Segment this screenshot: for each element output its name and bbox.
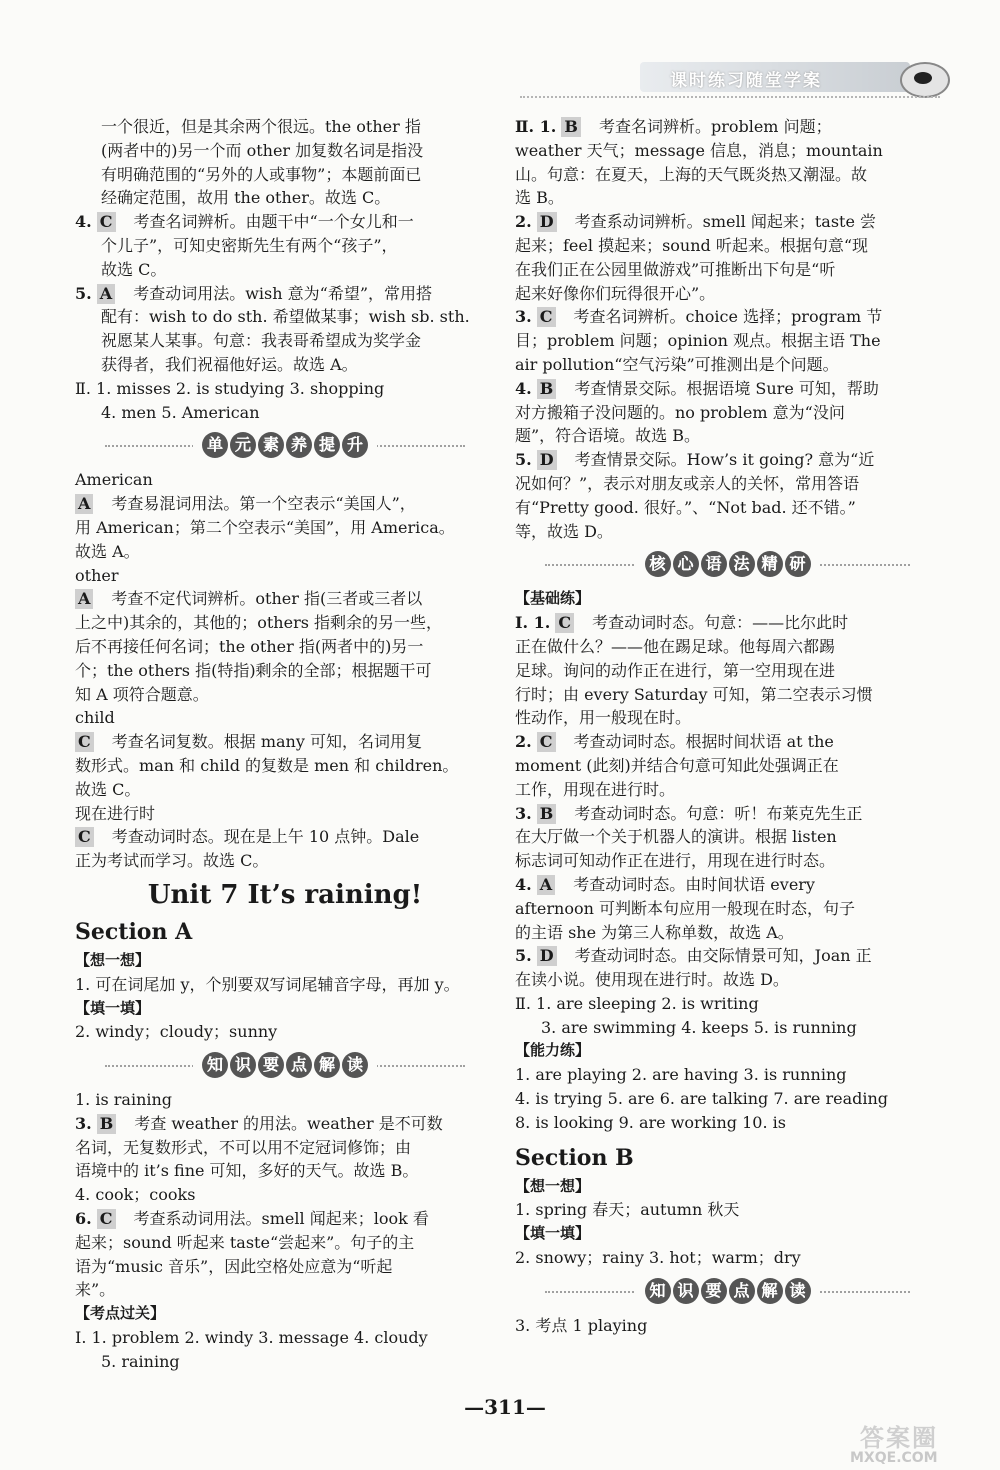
banner-char: 素 — [258, 432, 284, 458]
banner-char: 知 — [202, 1052, 228, 1078]
answer-choice-badge: A — [75, 589, 93, 609]
answer-line: 2. snowy；rainy 3. hot；warm；dry — [515, 1248, 801, 1268]
answer-choice-badge: B — [561, 117, 581, 137]
banner-char: 精 — [757, 551, 783, 577]
answer-item — [75, 210, 495, 234]
answer-line: 考查动词时态。根据时间状语 at the — [573, 732, 834, 752]
answer-line: 获得者，我们祝福他好运。故选 A。 — [101, 354, 358, 374]
answer-line: 考查动词用法。wish 意为“希望”，常用搭 — [133, 283, 432, 303]
watermark-url: MXQE.COM — [850, 1450, 938, 1466]
answer-line: 目；problem 问题；opinion 观点。根据主语 The — [515, 331, 881, 351]
answer-item — [515, 448, 940, 472]
answer-item — [515, 944, 940, 968]
answer-line: 用 American；第二个空表示“美国”，用 America。 — [75, 517, 455, 537]
left-column — [75, 115, 495, 1374]
answer-item — [75, 1207, 495, 1231]
answer-line: 工作，用现在进行时。 — [515, 779, 676, 799]
question-number: Ⅱ. 1. — [515, 117, 557, 136]
answer-item — [515, 210, 940, 234]
answer-line: 考查系动词用法。smell 闻起来；look 看 — [133, 1209, 429, 1229]
question-number: 2. — [515, 212, 532, 232]
answer-line: afternoon 可判断本句应用一般现在时态，句子 — [515, 898, 855, 918]
answer-line: 等，故选 D。 — [515, 521, 613, 541]
answer-line: weather 天气；message 信息，消息；mountain — [515, 140, 883, 160]
answer-line: Ⅱ. 1. misses 2. is studying 3. shopping — [75, 378, 385, 398]
answer-line: 8. is looking 9. are working 10. is — [515, 1112, 786, 1132]
answer-choice-badge: C — [75, 732, 94, 752]
section-banner-knowledge — [75, 1048, 495, 1082]
subsection-label: 【填一填】 — [75, 998, 151, 1017]
question-number: Ⅰ. 1. — [515, 613, 551, 633]
answer-line: Ⅰ. 1. problem 2. windy 3. message 4. cloudy — [75, 1328, 428, 1348]
banner-char: 要 — [258, 1052, 284, 1078]
answer-choice-badge: A — [97, 284, 115, 304]
answer-line: 名词，无复数形式，不可以用不定冠词修饰；由 — [75, 1137, 412, 1157]
banner-char: 知 — [645, 1278, 671, 1304]
answer-line: 正在做什么？——他在踢足球。他每周六都踢 — [515, 636, 836, 656]
answer-line: 考查动词时态。由交际情景可知，Joan 正 — [574, 946, 872, 966]
answer-line: moment (此刻)并结合句意可知此处强调正在 — [515, 755, 839, 775]
answer-item — [75, 282, 495, 306]
answer-line: (两者中的)另一个而 other 加复数名词是指没 — [101, 140, 424, 160]
answer-line: 正为考试而学习。故选 C。 — [75, 851, 269, 871]
answer-item — [75, 825, 495, 849]
answer-line: 考查动词时态。由时间状语 every — [573, 874, 815, 894]
section-banner-unit-literacy — [75, 428, 495, 462]
answer-line: 一个很近，但是其余两个很远。the other 指 — [101, 117, 421, 136]
banner-char: 养 — [286, 432, 312, 458]
answer-line: 1. is raining — [75, 1090, 173, 1110]
answer-line: 1. spring 春天；autumn 秋天 — [515, 1200, 740, 1220]
section-banner-core-grammar — [515, 547, 940, 581]
banner-char: 要 — [701, 1278, 727, 1304]
answer-line: 1. 可在词尾加 y，个别要双写词尾辅音字母，再加 y。 — [75, 974, 460, 994]
banner-char: 升 — [342, 432, 368, 458]
section-title: Section A — [75, 918, 193, 945]
header-divider — [520, 96, 940, 98]
answer-line: 起来好像你们玩得很开心”。 — [515, 283, 716, 303]
banner-char: 法 — [729, 551, 755, 577]
question-number: 2. — [515, 732, 532, 752]
banner-char: 点 — [286, 1052, 312, 1078]
answer-line: 有“Pretty good. 很好。”、“Not bad. 还不错。” — [515, 497, 856, 517]
subsection-label: 【想一想】 — [75, 950, 151, 969]
answer-choice-badge: C — [537, 732, 556, 752]
watermark-logo — [830, 1420, 995, 1468]
answer-line: 足球。询问的动作正在进行，第一空用现在进 — [515, 660, 836, 680]
answer-line: 性动作，用一般现在时。 — [515, 708, 692, 728]
answer-choice-badge: D — [537, 946, 557, 966]
answer-line: Ⅱ. 1. are sleeping 2. is writing — [515, 993, 759, 1013]
question-number: 3. — [75, 1113, 92, 1133]
subsection-label: 【能力练】 — [515, 1041, 591, 1060]
answer-line: 考查动词时态。现在是上午 10 点钟。Dale — [111, 827, 420, 847]
keyword: American — [75, 470, 153, 490]
watermark-text: 答案圈 — [860, 1424, 938, 1452]
answer-line: 考查名词辨析。problem 问题； — [598, 117, 832, 136]
answer-line: 语为“music 音乐”，因此空格处应意为“听起 — [75, 1256, 393, 1276]
banner-char: 核 — [645, 551, 671, 577]
question-number: 3. — [515, 307, 532, 327]
answer-line: 在读小说。使用现在进行时。故选 D。 — [515, 970, 789, 990]
unit-title: Unit 7 It’s raining! — [147, 879, 423, 910]
answer-line: 考查名词辨析。由题干中“一个女儿和一 — [133, 212, 414, 232]
question-number: 5. — [515, 946, 532, 966]
answer-line: 故选 C。 — [75, 779, 141, 799]
answer-line: 4. cook；cooks — [75, 1185, 196, 1205]
answer-choice-badge: B — [537, 379, 557, 399]
answer-line: air pollution“空气污染”可推测出是个问题。 — [515, 354, 839, 374]
answer-choice-badge: B — [97, 1114, 117, 1134]
answer-item — [515, 115, 940, 139]
question-number: 5. — [515, 450, 532, 470]
banner-char: 识 — [673, 1278, 699, 1304]
answer-line: 在大厅做一个关于机器人的演讲。根据 listen — [515, 827, 837, 847]
answer-line: 4. men 5. American — [101, 402, 260, 422]
answer-item — [75, 492, 495, 516]
answer-choice-badge: D — [537, 212, 557, 232]
answer-item — [75, 587, 495, 611]
answer-line: 祝愿某人某事。句意：我表哥希望成为奖学金 — [101, 331, 422, 351]
answer-choice-badge: A — [537, 875, 555, 895]
answer-choice-badge: B — [537, 804, 557, 824]
answer-line: 考查动词时态。句意：听！布莱克先生正 — [574, 803, 863, 823]
subsection-label: 【想一想】 — [515, 1176, 591, 1195]
answer-line: 考查情景交际。How’s it going? 意为“近 — [574, 450, 875, 470]
page-number: —311— — [464, 1395, 546, 1419]
answer-choice-badge: C — [555, 613, 574, 633]
banner-char: 读 — [785, 1278, 811, 1304]
answer-line: 题”，符合语境。故选 B。 — [515, 426, 701, 446]
answer-line: 在我们正在公园里做游戏”可推断出下句是“听 — [515, 259, 836, 279]
answer-line: 对方搬箱子没问题的。no problem 意为“没问 — [515, 402, 845, 422]
answer-item — [515, 802, 940, 826]
answer-line: 考查名词复数。根据 many 可知，名词用复 — [111, 732, 422, 752]
answer-choice-badge: C — [75, 827, 94, 847]
answer-line: 考查不定代词辨析。other 指(三者或三者以 — [111, 589, 423, 609]
question-number: 3. — [515, 803, 532, 823]
answer-choice-badge: A — [75, 494, 93, 514]
answer-line: 的主语 she 为第三人称单数，故选 A。 — [515, 922, 794, 942]
subsection-label: 【基础练】 — [515, 589, 591, 608]
answer-line: 山。句意：在夏天，上海的天气既炎热又潮湿。故 — [515, 164, 868, 184]
keyword: 现在进行时 — [75, 803, 156, 823]
answer-line: 语境中的 it’s fine 可知，多好的天气。故选 B。 — [75, 1161, 419, 1181]
answer-line: 来”。 — [75, 1280, 116, 1300]
right-column — [515, 115, 940, 1338]
answer-item — [75, 1112, 495, 1136]
answer-choice-badge: C — [537, 307, 556, 327]
banner-char: 识 — [230, 1052, 256, 1078]
section-banner-knowledge — [515, 1274, 940, 1308]
answer-line: 考查易混词用法。第一个空表示“美国人”， — [111, 494, 416, 514]
answer-line: 2. windy；cloudy；sunny — [75, 1022, 278, 1042]
banner-char: 解 — [314, 1052, 340, 1078]
answer-line: 起来；feel 摸起来；sound 听起来。根据句意“现 — [515, 235, 869, 255]
answer-line: 5. raining — [101, 1351, 180, 1371]
banner-char: 研 — [785, 551, 811, 577]
answer-line: 个儿子”，可知史密斯先生有两个“孩子”， — [101, 235, 398, 255]
answer-line: 标志词可知动作正在进行，用现在进行时态。 — [515, 851, 836, 871]
answer-line: 数形式。man 和 child 的复数是 men 和 children。 — [75, 755, 459, 775]
keyword: other — [75, 565, 119, 585]
answer-line: 况如何？”，表示对朋友或亲人的关怀，常用答语 — [515, 473, 860, 493]
answer-item — [75, 730, 495, 754]
question-number: 4. — [75, 212, 92, 232]
answer-line: 3. 考点 1 playing — [515, 1315, 648, 1335]
eye-logo-icon — [900, 62, 950, 98]
answer-line: 考查动词时态。句意：——比尔此时 — [592, 613, 849, 633]
answer-item — [515, 873, 940, 897]
answer-line: 1. are playing 2. are having 3. is running — [515, 1065, 847, 1085]
answer-item — [515, 377, 940, 401]
answer-line: 经确定范围，故用 the other。故选 C。 — [101, 188, 391, 208]
banner-char: 语 — [701, 551, 727, 577]
answer-choice-badge: C — [97, 212, 116, 232]
banner-char: 读 — [342, 1052, 368, 1078]
answer-line: 有明确范围的“另外的人或事物”；本题前面已 — [101, 164, 422, 184]
banner-char: 提 — [314, 432, 340, 458]
answer-choice-badge: C — [97, 1209, 116, 1229]
answer-line: 行时；由 every Saturday 可知，第二空表示习惯 — [515, 684, 873, 704]
question-number: 4. — [515, 378, 532, 398]
subsection-label: 【考点过关】 — [75, 1304, 166, 1323]
banner-char: 单 — [202, 432, 228, 458]
answer-line: 上之中)其余的，其他的；others 指剩余的另一些， — [75, 613, 443, 633]
answer-line: 4. is trying 5. are 6. are talking 7. are reading — [515, 1089, 889, 1109]
answer-item — [515, 305, 940, 329]
section-title: Section B — [515, 1144, 634, 1171]
answer-choice-badge: D — [537, 450, 557, 470]
keyword: child — [75, 708, 115, 728]
banner-char: 解 — [757, 1278, 783, 1304]
answer-line: 故选 C。 — [101, 259, 167, 279]
answer-item — [515, 730, 940, 754]
question-number: 6. — [75, 1209, 92, 1229]
answer-line: 个；the others 指(特指)剩余的全部；根据题干可 — [75, 660, 432, 680]
answer-line: 知 A 项符合题意。 — [75, 684, 209, 704]
answer-line: 后不再接任何名词；the other 指(两者中的)另一 — [75, 636, 424, 656]
answer-line: 故选 A。 — [75, 541, 140, 561]
question-number: 5. — [75, 283, 92, 303]
running-header-title: 课时练习随堂学案 — [670, 71, 822, 91]
banner-char: 心 — [673, 551, 699, 577]
answer-line: 配有：wish to do sth. 希望做某事；wish sb. sth. — [101, 307, 470, 327]
banner-char: 元 — [230, 432, 256, 458]
subsection-label: 【填一填】 — [515, 1224, 591, 1243]
answer-line: 起来；sound 听起来 taste“尝起来”。句子的主 — [75, 1232, 415, 1252]
question-number: 4. — [515, 874, 532, 894]
answer-item — [515, 611, 940, 635]
answer-line: 考查情景交际。根据语境 Sure 可知，帮助 — [574, 378, 879, 398]
answer-line: 考查 weather 的用法。weather 是不可数 — [134, 1113, 443, 1133]
answer-line: 选 B。 — [515, 188, 564, 208]
answer-line: 考查名词辨析。choice 选择；program 节 — [573, 307, 883, 327]
answer-line: 考查系动词辨析。smell 闻起来；taste 尝 — [574, 212, 877, 232]
banner-char: 点 — [729, 1278, 755, 1304]
answer-line: 3. are swimming 4. keeps 5. is running — [541, 1017, 857, 1037]
